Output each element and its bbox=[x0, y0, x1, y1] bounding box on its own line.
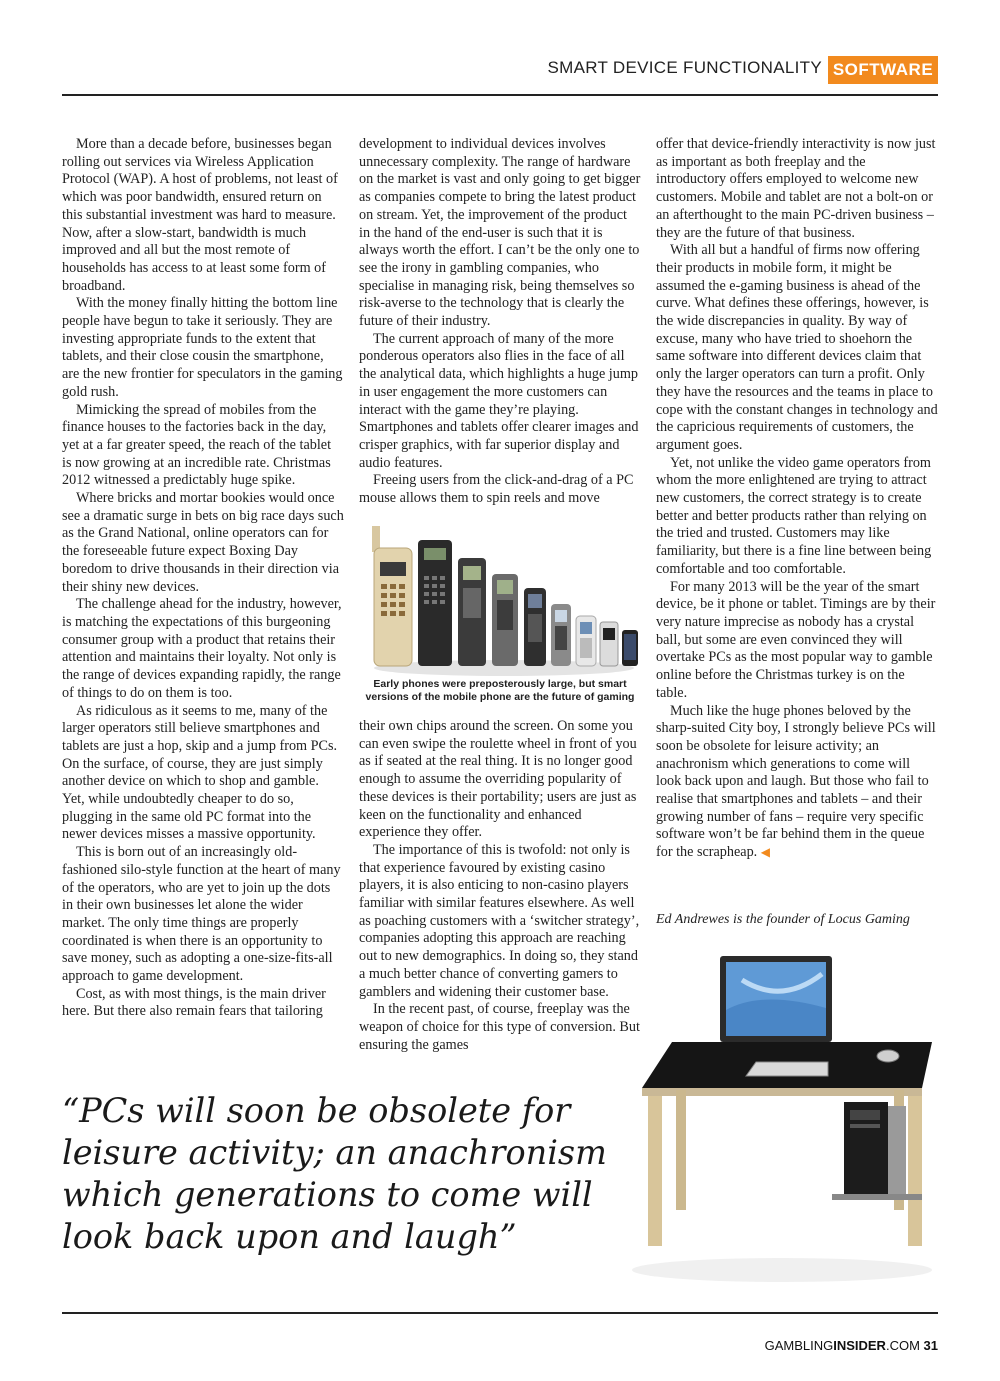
phone-icon bbox=[458, 558, 486, 666]
paragraph: development to individual devices involves unnecessary complexity. The range of hardware on the market is vast and only going to get bigger as companies compete to bring the latest product on stream. Yet, the improvement of the product in the hand of the end-user is such that it is always worth the effort. I can’t be the only one to see the irony in gambling companies, who specialise in managing risk, being themselves so risk-averse to the technology that is clearly the future of their industry. bbox=[359, 136, 641, 330]
article-column-2-top bbox=[359, 136, 641, 508]
paragraph: The current approach of many of the more ponderous operators also flies in the face of all the analytical data, which highlights a huge jump in user engagement the more customers can interact with the game they’re playing. Smartphones and tablets offer clearer images and crisper graphics, with far superior display and audio features. bbox=[359, 330, 639, 471]
section-title: SMART DEVICE FUNCTIONALITY bbox=[547, 58, 822, 77]
phones-evolution-image bbox=[368, 518, 640, 678]
paragraph: The challenge ahead for the industry, however, is matching the expectations of this burgeoning consumer group with a product that retains their attention and maintains their loyalty. Not only is the range of devices expanding rapidly, the range of things to do on them is too. bbox=[62, 596, 342, 701]
site-name-suffix: .COM bbox=[885, 1338, 920, 1353]
paragraph: The importance of this is twofold: not only is that experience favoured by existing casino players, it is also enticing to non-casino players familiar with similar features elsewhere. As well as poaching customers with a ‘switcher strategy’, companies adopting this approach are reaching out to new demographics. In doing so, they stand a much better chance of converting gamers to gamblers and widening their customer base. bbox=[359, 841, 640, 1000]
site-name-bold: INSIDER bbox=[833, 1338, 886, 1353]
paragraph: Freeing users from the click-and-drag of a PC mouse allows them to spin reels and move bbox=[359, 472, 634, 507]
image-caption: Early phones were preposterously large, but smart versions of the mobile phone are the future of gaming bbox=[365, 678, 635, 703]
section-tag: SOFTWARE bbox=[828, 56, 938, 84]
paragraph: their own chips around the screen. On some you can even swipe the roulette wheel in front of you as if seated at the real thing. It is no longer good enough to assume the overriding popularity of these devices is their portability; users are just as keen on the functionality and enhanced experience they offer. bbox=[359, 718, 637, 841]
paragraph-text: Much like the huge phones beloved by the sharp-suited City boy, I strongly believe PCs will soon be obsolete for leisure activity; an anachronism which generations to come will look back upon and laugh. But those who fail to realise that smartphones and tablets – and their growing number of fans – require very specific software won’t be far behind them in the queue for the scrapheap. bbox=[656, 702, 936, 861]
paragraph: More than a decade before, businesses began rolling out services via Wireless Application Protocol (WAP). A host of problems, not least of which was poor bandwidth, ensured return on this substantial investment was hard to measure. Now, after a slow-start, bandwidth is much improved and all but the most remote of households has access to at least some form of broadband. bbox=[62, 136, 338, 294]
paragraph: In the recent past, of course, freeplay was the weapon of choice for this type of conversion. But ensuring the games bbox=[359, 1001, 640, 1053]
pull-quote: “PCs will soon be obsolete for leisure activity; an anachronism which generations to come will look back upon and laugh” bbox=[62, 1091, 607, 1256]
paragraph: This is born out of an increasingly old-fashioned silo-style function at the heart of many of the operators, who are yet to join up the dots in their own businesses let alone the wider market. The only time things are properly coordinated is when there is an opportunity to save money, such as adopting a one-size-fits-all approach to game development. bbox=[62, 844, 341, 985]
article-column-3 bbox=[656, 136, 938, 862]
paragraph: For many 2013 will be the year of the smart device, be it phone or tablet. Timings are by their very nature imprecise as nobody has a crystal ball, but some are even convinced they will overtake PCs as the most popular way to gamble online before the Christmas turkey is on the table. bbox=[656, 578, 936, 701]
phone-icon bbox=[576, 616, 596, 666]
author-byline: Ed Andrewes is the founder of Locus Gaming bbox=[656, 912, 910, 927]
paragraph: As ridiculous as it seems to me, many of the larger operators still believe smartphones and tablets are just a hop, skip and a jump from PCs. On the surface, of course, they are just simply another device on which to shop and gamble. Yet, while undoubtedly cheaper to do so, plugging in the same old PC format into the newer devices misses a massive opportunity. bbox=[62, 702, 338, 843]
phone-icon bbox=[551, 604, 571, 666]
article-column-2-bottom bbox=[359, 718, 641, 1054]
mouse-icon bbox=[877, 1050, 899, 1062]
early-phone-icon bbox=[418, 540, 452, 666]
site-name-prefix: GAMBLING bbox=[764, 1338, 834, 1353]
paragraph: Cost, as with most things, is the main driver here. But there also remain fears that tailoring bbox=[62, 985, 326, 1020]
smartphone-icon bbox=[600, 622, 618, 666]
paragraph: Mimicking the spread of mobiles from the finance houses to the factories back in the day, yet at a far greater speed, the reach of the tablet is now growing at an incredible rate. Christmas 2012 witnessed a predictably huge spike. bbox=[62, 401, 332, 489]
paragraph: With all but a handful of firms now offering their products in mobile form, it might be assumed the e-gaming business is ahead of the curve. What defines these offerings, however, is the wide discrepancies in quality. By way of excuse, many who have tried to shoehorn the same software into different devices claim that only the larger operators can turn a profit. Only they have the resources and the teams in place to cope with the constant changes in technology and the capricious requirements of customers, the argument goes. bbox=[656, 242, 938, 453]
page-footer bbox=[600, 1338, 938, 1353]
footer-rule bbox=[62, 1312, 938, 1314]
paragraph: Yet, not unlike the video game operators from whom the more enlightened are trying to attract new customers, the correct strategy is to create better and better products rather than relying on the tried and trusted. Customers may like familiarity, but there is a fine line between being comfortable and too comfortable. bbox=[656, 454, 932, 577]
desk-computer-image bbox=[632, 950, 940, 1295]
paragraph bbox=[656, 703, 938, 862]
header-rule bbox=[62, 94, 938, 96]
paragraph: offer that device-friendly interactivity is now just as important as both freeplay and the introductory offers employed to welcome new customers. Mobile and tablet are not a bolt-on or an afterthought to the main PC-driven business – they are the future of that business. bbox=[656, 136, 936, 241]
pc-tower-icon bbox=[844, 1102, 906, 1194]
paragraph: Where bricks and mortar bookies would once see a dramatic surge in bets on big race days such as the Grand National, online operators can for the foreseeable future expect Boxing Day boredom to drive thousands in their direction via their shiny new devices. bbox=[62, 490, 344, 595]
phone-icon bbox=[524, 588, 546, 666]
article-column-1 bbox=[62, 136, 344, 1021]
smartphone-icon bbox=[622, 630, 638, 666]
end-mark-icon: ◀ bbox=[760, 845, 771, 860]
paragraph: With the money finally hitting the bottom line people have begun to take it seriously. They are investing appropriate funds to the extent that tablets, and their close cousin the smartphone, are the new frontier for speculators in the gaming gold rush. bbox=[62, 295, 343, 400]
phone-icon bbox=[492, 574, 518, 666]
page-number: 31 bbox=[923, 1338, 938, 1353]
